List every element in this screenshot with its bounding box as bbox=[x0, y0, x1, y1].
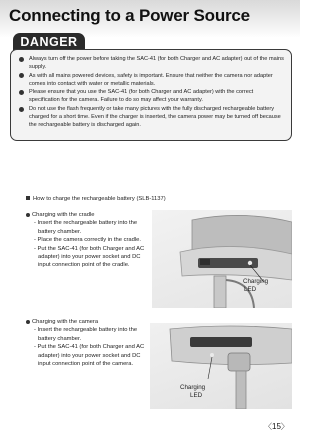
camera-step: - Insert the rechargeable battery into the bbox=[34, 327, 138, 334]
charge-section-title-text: How to charge the rechargeable battery (SLB-1137) bbox=[33, 196, 166, 202]
cradle-charging-photo bbox=[152, 210, 292, 308]
bullet-icon bbox=[26, 213, 30, 217]
danger-box bbox=[10, 49, 292, 141]
charge-section-title bbox=[26, 196, 166, 202]
danger-item-text: Do not use the flash frequently or take many pictures with the fully discharged rechargeable battery charged for a short time. Even if the charger is inserted, the camera power may be turned off because the rechargeable battery is discharged again. bbox=[29, 106, 281, 129]
square-bullet-icon bbox=[26, 196, 30, 200]
camera-step-cont: battery chamber. bbox=[38, 335, 82, 342]
cradle-step: - Place the camera correctly in the cradle. bbox=[34, 237, 141, 244]
bullet-icon bbox=[19, 107, 24, 112]
bullet-icon bbox=[19, 90, 24, 95]
camera-step-cont: input connection point of the camera. bbox=[38, 361, 134, 368]
charging-led-callout: Charging LED bbox=[243, 278, 269, 293]
camera-illustration bbox=[150, 323, 292, 409]
camera-step: - Put the SAC-41 (for both Charger and AC bbox=[34, 344, 145, 351]
cradle-step-cont: battery chamber. bbox=[38, 228, 82, 235]
cradle-step: - Insert the rechargeable battery into the bbox=[34, 220, 138, 227]
danger-label: DANGER bbox=[13, 33, 85, 51]
danger-item bbox=[19, 72, 285, 88]
camera-step-cont: adapter) into your power socket and DC bbox=[38, 352, 141, 359]
cradle-step-cont: input connection point of the cradle. bbox=[38, 262, 130, 269]
cradle-step-cont: adapter) into your power socket and DC bbox=[38, 254, 141, 261]
danger-item bbox=[19, 88, 285, 104]
danger-item-text: Always turn off the power before taking the SAC-41 (for both Charger and AC adapter) out of the mains supply. bbox=[29, 56, 284, 71]
charging-led-callout: Charging LED bbox=[180, 384, 206, 399]
page-title: Connecting to a Power Source bbox=[9, 6, 250, 25]
danger-item bbox=[19, 105, 285, 129]
bullet-icon bbox=[19, 57, 24, 62]
camera-charging-photo bbox=[150, 323, 292, 409]
cradle-heading: Charging with the cradle bbox=[26, 211, 154, 219]
bullet-icon bbox=[19, 73, 24, 78]
danger-item-text: Please ensure that you use the SAC-41 (for both Charger and AC adapter) with the correct specification for the camera. Failure to do so may affect your warranty. bbox=[29, 89, 254, 104]
bullet-icon bbox=[26, 320, 30, 324]
camera-heading: Charging with the camera bbox=[26, 318, 154, 326]
danger-item bbox=[19, 55, 285, 71]
cradle-instructions bbox=[26, 211, 154, 270]
cradle-step: - Put the SAC-41 (for both Charger and AC bbox=[34, 245, 145, 252]
camera-instructions bbox=[26, 318, 154, 368]
danger-item-text: As with all mains powered devices, safety is important. Ensure that neither the camera nor adapter comes into contact with water or metallic materials. bbox=[29, 72, 273, 87]
cradle-illustration bbox=[152, 210, 292, 308]
page-number: 〈15〉 bbox=[264, 422, 289, 431]
